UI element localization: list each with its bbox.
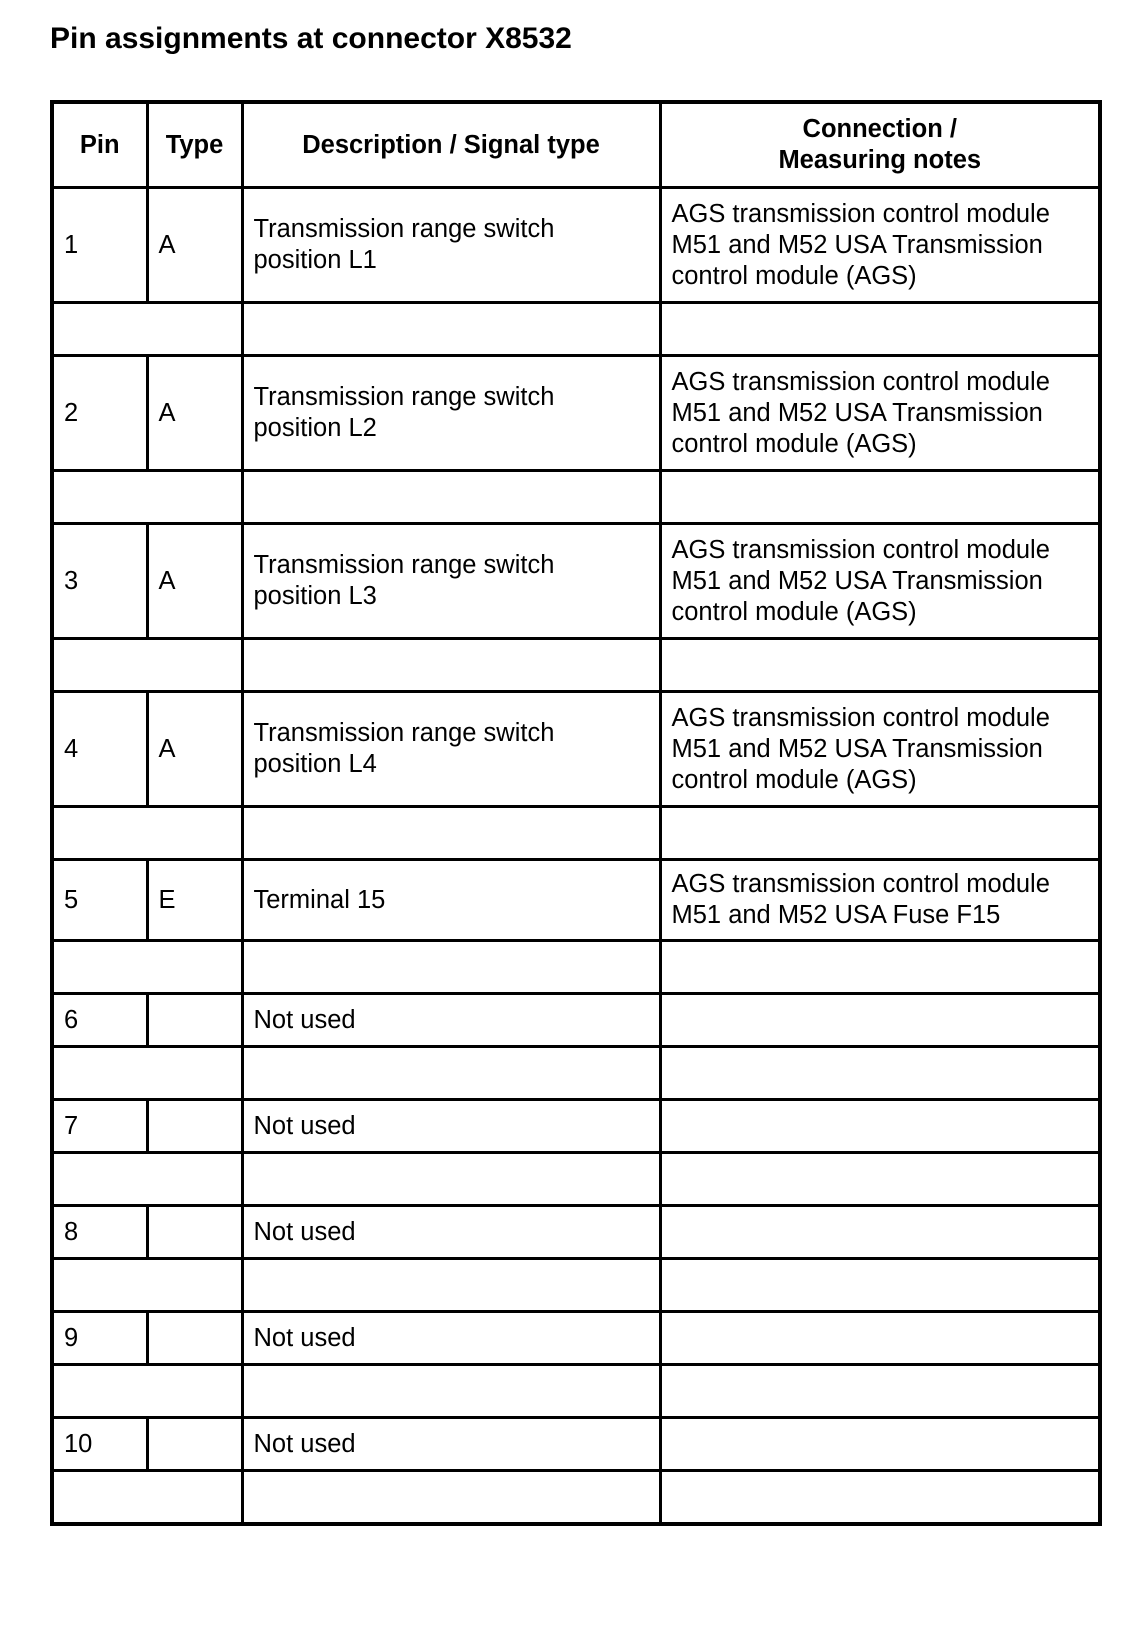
spacer-cell <box>52 303 242 356</box>
connection-cell <box>660 524 1100 639</box>
connection-line: control module (AGS) <box>671 597 917 626</box>
connection-cell <box>660 860 1100 941</box>
type-cell <box>147 1100 242 1153</box>
connection-cell <box>660 1418 1100 1471</box>
spacer-cell <box>660 807 1100 860</box>
spacer-row <box>52 1259 1100 1312</box>
header-connection-line2: Measuring notes <box>778 146 982 174</box>
pin-cell: 4 <box>52 692 147 807</box>
table-row <box>52 994 1100 1047</box>
description-cell <box>242 860 660 941</box>
type-cell <box>147 1206 242 1259</box>
spacer-cell <box>660 941 1100 994</box>
connection-line: control module (AGS) <box>671 765 917 794</box>
spacer-cell <box>660 1259 1100 1312</box>
pin-cell: 10 <box>52 1418 147 1471</box>
type-cell: A <box>147 356 242 471</box>
description-line: Transmission range switch <box>253 383 555 411</box>
description-cell <box>242 188 660 303</box>
spacer-row <box>52 639 1100 692</box>
description-cell: Not used <box>242 994 660 1047</box>
table-row <box>52 1206 1100 1259</box>
type-cell <box>147 1418 242 1471</box>
table-row <box>52 1100 1100 1153</box>
spacer-cell <box>242 303 660 356</box>
spacer-cell <box>52 1153 242 1206</box>
description-line: Transmission range switch <box>253 551 555 579</box>
spacer-cell <box>242 1471 660 1525</box>
header-connection-line1: Connection / <box>802 115 957 143</box>
header-type: Type <box>147 102 242 188</box>
header-pin: Pin <box>52 102 147 188</box>
spacer-cell <box>242 1047 660 1100</box>
spacer-cell <box>660 303 1100 356</box>
table-row <box>52 356 1100 471</box>
connection-cell <box>660 994 1100 1047</box>
spacer-row <box>52 1047 1100 1100</box>
pin-cell: 8 <box>52 1206 147 1259</box>
table-row <box>52 692 1100 807</box>
connection-line: AGS transmission control module <box>671 367 1050 396</box>
spacer-row <box>52 941 1100 994</box>
spacer-cell <box>660 1365 1100 1418</box>
header-connection <box>660 102 1100 188</box>
description-line: Terminal 15 <box>253 885 386 914</box>
type-cell: A <box>147 524 242 639</box>
header-description: Description / Signal type <box>242 102 660 188</box>
type-cell: E <box>147 860 242 941</box>
spacer-cell <box>660 1153 1100 1206</box>
pin-cell: 5 <box>52 860 147 941</box>
spacer-row <box>52 471 1100 524</box>
table-row <box>52 1418 1100 1471</box>
type-cell <box>147 994 242 1047</box>
spacer-cell <box>52 1471 242 1525</box>
description-line: position L4 <box>253 750 377 778</box>
spacer-cell <box>52 1259 242 1312</box>
spacer-cell <box>660 1471 1100 1525</box>
description-line: Transmission range switch <box>253 215 555 243</box>
spacer-cell <box>52 1047 242 1100</box>
description-line: position L3 <box>253 582 377 610</box>
pin-cell: 9 <box>52 1312 147 1365</box>
description-cell: Not used <box>242 1418 660 1471</box>
spacer-row <box>52 1153 1100 1206</box>
description-cell: Not used <box>242 1312 660 1365</box>
spacer-cell <box>242 1153 660 1206</box>
spacer-row <box>52 1365 1100 1418</box>
spacer-row <box>52 1471 1100 1525</box>
connection-cell <box>660 1206 1100 1259</box>
spacer-cell <box>242 807 660 860</box>
spacer-cell <box>52 639 242 692</box>
spacer-cell <box>660 471 1100 524</box>
connection-cell <box>660 1100 1100 1153</box>
connection-line: M51 and M52 USA Transmission <box>671 230 1043 259</box>
table-row <box>52 860 1100 941</box>
connection-cell <box>660 356 1100 471</box>
page-title: Pin assignments at connector X8532 <box>50 22 572 55</box>
spacer-cell <box>52 941 242 994</box>
connection-line: M51 and M52 USA Transmission <box>671 566 1043 595</box>
spacer-cell <box>660 639 1100 692</box>
spacer-cell <box>660 1047 1100 1100</box>
description-cell: Not used <box>242 1100 660 1153</box>
pin-cell: 3 <box>52 524 147 639</box>
description-line: position L1 <box>253 246 377 274</box>
spacer-cell <box>52 471 242 524</box>
spacer-cell <box>242 1365 660 1418</box>
pin-cell: 2 <box>52 356 147 471</box>
connection-cell <box>660 692 1100 807</box>
spacer-cell <box>242 639 660 692</box>
connection-line: AGS transmission control module <box>671 535 1050 564</box>
connection-cell <box>660 1312 1100 1365</box>
description-cell <box>242 692 660 807</box>
pin-assignment-table <box>50 100 1102 1526</box>
description-cell: Not used <box>242 1206 660 1259</box>
spacer-cell <box>242 941 660 994</box>
type-cell: A <box>147 188 242 303</box>
connection-cell <box>660 188 1100 303</box>
description-cell <box>242 356 660 471</box>
spacer-row <box>52 303 1100 356</box>
table-row <box>52 1312 1100 1365</box>
connection-line: AGS transmission control module <box>671 703 1050 732</box>
pin-cell: 6 <box>52 994 147 1047</box>
spacer-cell <box>52 1365 242 1418</box>
connection-line: M51 and M52 USA Transmission <box>671 398 1043 427</box>
connection-line: control module (AGS) <box>671 429 917 458</box>
description-line: position L2 <box>253 414 377 442</box>
description-line: Transmission range switch <box>253 719 555 747</box>
table-row <box>52 524 1100 639</box>
connection-line: control module (AGS) <box>671 261 917 290</box>
spacer-row <box>52 807 1100 860</box>
pin-cell: 1 <box>52 188 147 303</box>
connection-line: M51 and M52 USA Fuse F15 <box>671 901 1001 929</box>
connection-line: AGS transmission control module <box>671 870 1050 898</box>
type-cell <box>147 1312 242 1365</box>
connection-line: M51 and M52 USA Transmission <box>671 734 1043 763</box>
table-header-row <box>52 102 1100 188</box>
description-cell <box>242 524 660 639</box>
spacer-cell <box>52 807 242 860</box>
type-cell: A <box>147 692 242 807</box>
connection-line: AGS transmission control module <box>671 199 1050 228</box>
table-row <box>52 188 1100 303</box>
spacer-cell <box>242 471 660 524</box>
spacer-cell <box>242 1259 660 1312</box>
pin-cell: 7 <box>52 1100 147 1153</box>
